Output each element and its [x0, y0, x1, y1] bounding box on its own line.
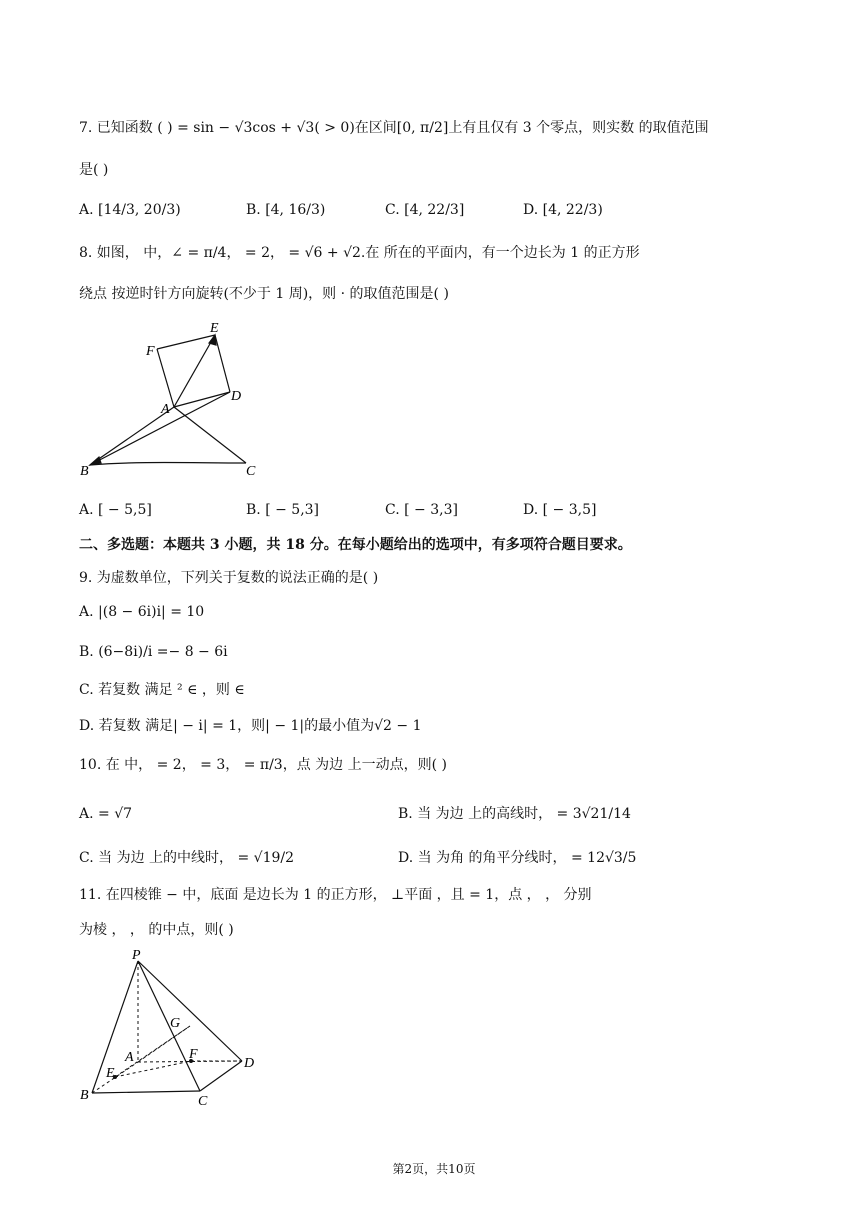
q8-option-b: B. [ − 5,3] [246, 502, 320, 518]
q8-stem-line2: 绕点 按逆时针方向旋转(不少于 1 周)，则 · 的取值范围是( ) [79, 286, 449, 302]
q10-option-a: A. = √7 [79, 806, 133, 822]
q8-figure [70, 315, 270, 485]
label-a: A [125, 1050, 134, 1065]
label-g: G [170, 1016, 181, 1031]
edge-bc [92, 1091, 200, 1093]
q11-stem-line2: 为棱 ， ， 的中点，则( ) [79, 922, 234, 938]
square-side-fe [157, 335, 215, 349]
q9-option-a: A. |(8 − 6i)i| = 10 [79, 604, 205, 620]
label-b: B [80, 464, 89, 479]
label-d: D [244, 1056, 255, 1071]
q7-option-a: A. [14/3, 20/3) [79, 202, 181, 218]
page-footer: 第2页，共10页 [392, 1162, 476, 1176]
q7-stem-line2: 是( ) [79, 162, 109, 178]
arrow-b-head [90, 457, 101, 465]
edge-pb [92, 961, 138, 1093]
label-f: F [146, 344, 155, 359]
label-f: F [189, 1047, 198, 1062]
label-c: C [198, 1094, 208, 1109]
edge-pc [138, 961, 200, 1091]
q11-stem-line1: 11. 在四棱锥 − 中，底面 是边长为 1 的正方形， ⊥平面 ，且 = 1，点 ， ， 分别 [79, 887, 592, 903]
q9-option-c: C. 若复数 满足 ² ∈ ，则 ∈ [79, 682, 245, 698]
label-e: E [210, 321, 219, 336]
q9-option-d: D. 若复数 满足| − i| = 1，则| − 1|的最小值为√2 − 1 [79, 718, 422, 734]
label-a: A [161, 402, 170, 417]
q9-stem: 9. 为虚数单位，下列关于复数的说法正确的是( ) [79, 570, 379, 586]
q7-option-c: C. [4, 22/3] [385, 202, 465, 218]
edge-pd [138, 961, 242, 1061]
label-b: B [80, 1088, 89, 1103]
q10-option-d: D. 当 为角 的角平分线时， = 12√3/5 [398, 850, 637, 866]
vector-ae [174, 335, 215, 407]
label-e: E [106, 1066, 115, 1081]
square-side-af [157, 349, 174, 407]
q11-pyramid-figure [70, 945, 270, 1110]
edge-cd [200, 1061, 242, 1091]
square-side-ed [215, 335, 230, 392]
q10-stem: 10. 在 中， = 2， = 3， = π/3，点 为边 上一动点，则( ) [79, 757, 447, 773]
square-side-da [174, 392, 230, 407]
q8-option-c: C. [ − 3,3] [385, 502, 458, 518]
q7-stem-line1: 7. 已知函数 ( ) = sin − √3cos + √3( > 0)在区间[0, π/2]上有且仅有 3 个零点，则实数 的取值范围 [79, 120, 709, 136]
q8-option-d: D. [ − 3,5] [523, 502, 597, 518]
q7-option-b: B. [4, 16/3) [246, 202, 326, 218]
label-p: P [132, 948, 141, 963]
vector-bd [90, 392, 230, 465]
q8-option-a: A. [ − 5,5] [79, 502, 152, 518]
q10-option-b: B. 当 为边 上的高线时， = 3√21/14 [398, 806, 631, 822]
q7-option-d: D. [4, 22/3) [523, 202, 603, 218]
section-heading-multiple-choice: 二、多选题：本题共 3 小题，共 18 分。在每小题给出的选项中，有多项符合题目要求。 [79, 537, 632, 553]
q9-option-b: B. (6−8i)/i =− 8 − 6i [79, 644, 228, 660]
label-d: D [231, 389, 242, 404]
q8-stem-line1: 8. 如图， 中，∠ = π/4， = 2， = √6 + √2.在 所在的平面内，有一个边长为 1 的正方形 [79, 245, 640, 261]
label-c: C [246, 464, 256, 479]
side-bc [90, 463, 246, 466]
q10-option-c: C. 当 为边 上的中线时， = √19/2 [79, 850, 295, 866]
